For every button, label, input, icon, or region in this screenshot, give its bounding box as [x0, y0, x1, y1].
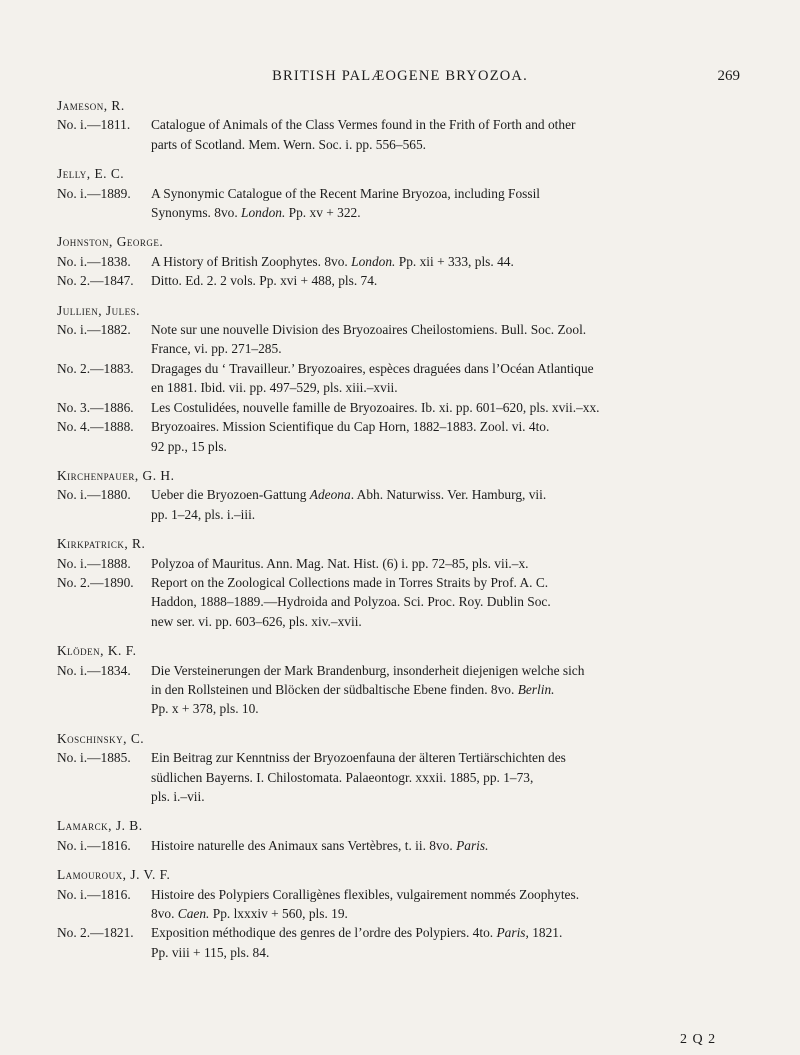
entry-citation [121, 115, 757, 154]
entry-no: No. 2. [57, 574, 91, 590]
page-header [0, 68, 800, 90]
entry-year: —1821. [90, 925, 134, 941]
entry-no: No. i. [57, 837, 88, 853]
entry-year: —1888. [87, 555, 131, 571]
entry-citation [121, 417, 757, 456]
citation-line: Pp. viii + 115, pls. 84. [151, 944, 270, 960]
entry-citation [121, 271, 757, 290]
entry-year: —1886. [90, 399, 134, 415]
entry-year: —1811. [87, 117, 131, 133]
entry-year: —1880. [87, 487, 131, 503]
entry-no: No. 3. [57, 399, 91, 415]
author-heading: Johnston, George. [57, 234, 164, 250]
author-heading: Lamouroux, J. V. F. [57, 867, 171, 883]
entry-no: No. 2. [57, 360, 91, 376]
bibliography-entry [57, 573, 757, 631]
citation-line: Report on the Zoological Collections made in Torres Straits by Prof. A. C. [151, 574, 549, 590]
author-heading: Jullien, Jules. [57, 302, 140, 318]
bibliography-entry [57, 320, 757, 359]
entry-year: —1847. [90, 273, 134, 289]
citation-line: Dragages du ‘ Travailleur.’ Bryozoaires, espèces draguées dans l’Océan Atlantique [151, 360, 594, 376]
citation-line: Exposition méthodique des genres de l’ordre des Polypiers. 4to. Paris, 1821. [151, 925, 563, 941]
citation-line: Pp. x + 378, pls. 10. [151, 701, 259, 717]
running-title: BRITISH PALÆOGENE BRYOZOA. [272, 68, 528, 84]
bibliography-entry [57, 836, 757, 855]
bibliography-entry [57, 359, 757, 398]
citation-line: Bryozoaires. Mission Scientifique du Cap Horn, 1882–1883. Zool. vi. 4to. [151, 419, 550, 435]
entry-number [57, 573, 134, 592]
entry-number [57, 485, 131, 504]
entry-year: —1882. [87, 322, 131, 338]
entry-number [57, 836, 131, 855]
entry-year: —1889. [87, 185, 131, 201]
entry-number [57, 115, 130, 134]
citation-line: Histoire des Polypiers Coralligènes flexibles, vulgairement nommés Zoophytes. [151, 886, 580, 902]
bibliography-entry [57, 748, 757, 806]
author-heading: Kirkpatrick, R. [57, 536, 146, 552]
entry-citation [121, 554, 757, 573]
entry-no: No. i. [57, 322, 88, 338]
citation-line: südlichen Bayerns. I. Chilostomata. Palaeontogr. xxxii. 1885, pp. 1–73, [151, 769, 534, 785]
bibliography-entry [57, 554, 757, 573]
citation-line: Synonyms. 8vo. London. Pp. xv + 322. [151, 205, 361, 221]
entry-number [57, 923, 134, 942]
bibliography-entry [57, 885, 757, 924]
citation-line: Ein Beitrag zur Kenntniss der Bryozoenfauna der älteren Tertiärschichten des [151, 750, 566, 766]
entry-citation [121, 923, 757, 962]
citation-line: Ditto. Ed. 2. 2 vols. Pp. xvi + 488, pls. 74. [151, 273, 378, 289]
entry-citation [121, 573, 757, 631]
citation-line: parts of Scotland. Mem. Wern. Soc. i. pp. 556–565. [151, 136, 427, 152]
citation-line: A History of British Zoophytes. 8vo. London. Pp. xii + 333, pls. 44. [151, 253, 514, 269]
author-heading: Jelly, E. C. [57, 166, 125, 182]
citation-line: in den Rollsteinen und Blöcken der südbaltische Ebene finden. 8vo. Berlin. [151, 681, 555, 697]
citation-line: A Synonymic Catalogue of the Recent Marine Bryozoa, including Fossil [151, 185, 541, 201]
bibliography-entry [57, 252, 757, 271]
citation-line: Les Costulidées, nouvelle famille de Bryozoaires. Ib. xi. pp. 601–620, pls. xvii.–xx. [151, 399, 600, 415]
author-heading: Koschinsky, C. [57, 730, 145, 746]
author-heading: Klöden, K. F. [57, 643, 137, 659]
entry-citation [121, 252, 757, 271]
entry-number [57, 184, 131, 203]
entry-number [57, 748, 131, 767]
citation-line: pls. i.–vii. [151, 789, 205, 804]
entry-number [57, 661, 131, 680]
citation-line: Catalogue of Animals of the Class Vermes found in the Frith of Forth and other [151, 117, 576, 133]
page-number: 269 [717, 68, 740, 84]
entry-year: —1885. [87, 750, 131, 766]
bibliography-entry [57, 661, 757, 719]
citation-line: 8vo. Caen. Pp. lxxxiv + 560, pls. 19. [151, 906, 348, 922]
citation-line: France, vi. pp. 271–285. [151, 341, 282, 357]
entry-number [57, 252, 131, 271]
entry-no: No. i. [57, 662, 88, 678]
entry-year: —1890. [90, 574, 134, 590]
entry-no: No. i. [57, 886, 88, 902]
citation-line: Polyzoa of Mauritus. Ann. Mag. Nat. Hist. (6) i. pp. 72–85, pls. vii.–x. [151, 555, 529, 571]
entry-no: No. 2. [57, 925, 91, 941]
citation-line: Histoire naturelle des Animaux sans Vertèbres, t. ii. 8vo. Paris. [151, 837, 489, 853]
entry-no: No. 4. [57, 419, 91, 435]
citation-line: new ser. vi. pp. 603–626, pls. xiv.–xvii. [151, 613, 362, 629]
citation-line: Note sur une nouvelle Division des Bryozoaires Cheilostomiens. Bull. Soc. Zool. [151, 322, 587, 338]
citation-line: Haddon, 1888–1889.—Hydroida and Polyzoa. Sci. Proc. Roy. Dublin Soc. [151, 594, 551, 610]
entry-year: —1816. [87, 837, 131, 853]
bibliography-entry [57, 398, 757, 417]
author-heading: Kirchenpauer, G. H. [57, 467, 175, 483]
bibliography-entry [57, 115, 757, 154]
citation-line: pp. 1–24, pls. i.–iii. [151, 506, 256, 522]
entry-no: No. i. [57, 253, 88, 269]
entry-number [57, 271, 134, 290]
citation-line: Ueber die Bryozoen-Gattung Adeona. Abh. Naturwiss. Ver. Hamburg, vii. [151, 487, 547, 503]
entry-citation [121, 485, 757, 524]
entry-citation [121, 748, 757, 806]
entry-no: No. 2. [57, 273, 91, 289]
entry-year: —1888. [90, 419, 134, 435]
entry-no: No. i. [57, 185, 88, 201]
citation-line: Die Versteinerungen der Mark Brandenburg, insonderheit diejenigen welche sich [151, 662, 585, 678]
entry-number [57, 554, 131, 573]
bibliography-list [57, 96, 757, 962]
entry-citation [121, 836, 757, 855]
author-heading: Jameson, R. [57, 98, 125, 113]
bibliography-entry [57, 271, 757, 290]
entry-no: No. i. [57, 487, 88, 503]
entry-no: No. i. [57, 555, 88, 571]
author-heading: Lamarck, J. B. [57, 818, 143, 834]
citation-line: en 1881. Ibid. vii. pp. 497–529, pls. xiii.–xvii. [151, 380, 398, 396]
entry-number [57, 398, 134, 417]
signature-mark: 2 Q 2 [680, 1032, 717, 1047]
entry-number [57, 320, 131, 339]
entry-year: —1816. [87, 886, 131, 902]
entry-number [57, 359, 134, 378]
bibliography-entry [57, 184, 757, 223]
bibliography-entry [57, 485, 757, 524]
entry-year: —1838. [87, 253, 131, 269]
entry-citation [121, 184, 757, 223]
entry-citation [121, 398, 757, 417]
entry-number [57, 417, 134, 436]
bibliography-entry [57, 923, 757, 962]
entry-number [57, 885, 131, 904]
entry-year: —1834. [87, 662, 131, 678]
entry-year: —1883. [90, 360, 134, 376]
entry-no: No. i. [57, 750, 88, 766]
entry-citation [121, 320, 757, 359]
entry-citation [121, 661, 757, 719]
entry-citation [121, 359, 757, 398]
citation-line: 92 pp., 15 pls. [151, 438, 227, 454]
bibliography-entry [57, 417, 757, 456]
entry-no: No. i. [57, 117, 88, 133]
entry-citation [121, 885, 757, 924]
